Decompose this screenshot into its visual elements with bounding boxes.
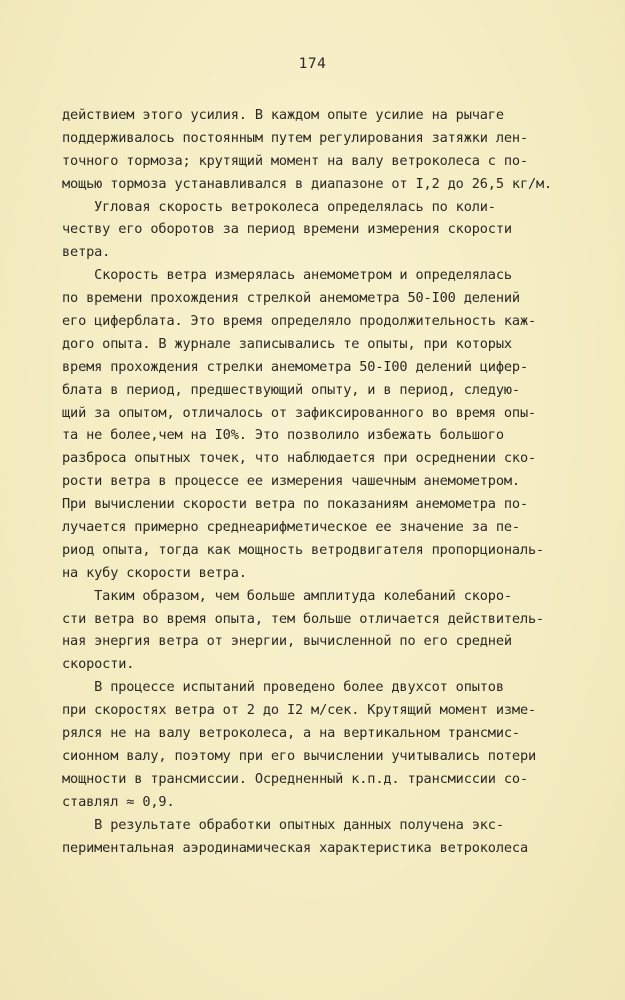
text-line: ная энергия ветра от энергии, вычисленной по его средней [62, 633, 512, 650]
text-line: рости ветра в процессе ее измерения чашечным анемометром. [62, 473, 520, 490]
text-line: риод опыта, тогда как мощность ветродвигателя пропорциональ- [62, 541, 545, 558]
text-line: ставлял ≈ 0,9. [62, 793, 175, 810]
text-line: ветра. [62, 244, 111, 261]
text-line: время прохождения стрелки анемометра 50-I00 делений цифер- [62, 358, 528, 375]
text-line: мощности в трансмиссии. Осредненный к.п.д. трансмиссии со- [62, 770, 528, 787]
text-line: В результате обработки опытных данных получена экс- [62, 816, 504, 833]
text-line: точного тормоза; крутящий момент на валу ветроколеса с по- [62, 152, 528, 169]
text-line: периментальная аэродинамическая характеристика ветроколеса [62, 839, 528, 856]
text-line: рялся не на валу ветроколеса, а на вертикальном трансмис- [62, 725, 520, 742]
text-line: разброса опытных точек, что наблюдается при осреднении ско- [62, 450, 537, 467]
text-line: щий за опытом, отличалось от зафиксированного во время опы- [62, 404, 537, 421]
text-line: честву его оборотов за период времени измерения скорости [62, 221, 512, 238]
page-number: 174 [298, 56, 327, 72]
text-line: скорости. [62, 656, 135, 673]
text-line: Скорость ветра измерялась анемометром и определялась [62, 267, 512, 284]
text-line: При вычислении скорости ветра по показаниям анемометра по- [62, 496, 528, 513]
text-line: В процессе испытаний проведено более двухсот опытов [62, 679, 504, 696]
text-line: блата в период, предшествующий опыту, и в период, следую- [62, 381, 520, 398]
text-line: Таким образом, чем больше амплитуда колебаний скоро- [62, 587, 512, 604]
text-line: поддерживалось постоянным путем регулирования затяжки лен- [62, 129, 528, 146]
text-line: та не более,чем на I0%. Это позволило избежать большого [62, 427, 504, 444]
text-line: на кубу скорости ветра. [62, 564, 247, 581]
text-line: при скоростях ветра от 2 до I2 м/сек. Крутящий момент изме- [62, 702, 537, 719]
text-line: дого опыта. В журнале записывались те опыты, при которых [62, 335, 512, 352]
text-line: сионном валу, поэтому при его вычислении учитывались потери [62, 747, 537, 764]
text-line: мощью тормоза устанавливался в диапазоне от I,2 до 26,5 кг/м. [62, 175, 553, 192]
text-line: действием этого усилия. В каждом опыте усилие на рычаге [62, 107, 504, 123]
text-line: сти ветра во время опыта, тем больше отличается действитель- [62, 610, 545, 627]
body-text [62, 104, 582, 859]
text-line: его циферблата. Это время определяло продолжительность каж- [62, 313, 537, 330]
text-line: Угловая скорость ветроколеса определялась по коли- [62, 198, 496, 215]
text-line: по времени прохождения стрелкой анемометра 50-I00 делений [62, 290, 520, 307]
text-line: лучается примерно среднеарифметическое ее значение за пе- [62, 519, 520, 536]
